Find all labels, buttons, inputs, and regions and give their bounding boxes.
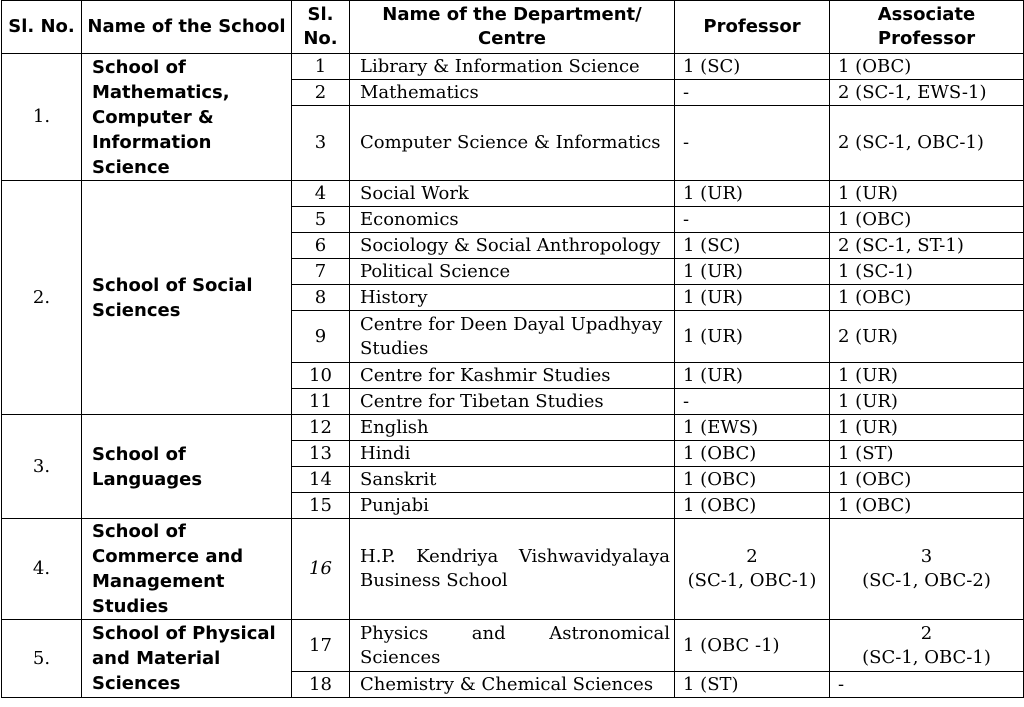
associate-professor-posts: - <box>830 672 1024 698</box>
header-professor: Professor <box>675 1 830 54</box>
header-row <box>2 1 1024 54</box>
dept-name: Computer Science & Informatics <box>350 106 675 181</box>
dept-sl-no: 14 <box>292 467 350 493</box>
school-name: School of Physical and Material Sciences <box>82 620 292 698</box>
professor-posts: 1 (EWS) <box>675 415 830 441</box>
associate-professor-posts: 1 (OBC) <box>830 207 1024 233</box>
dept-sl-no: 16 <box>292 519 350 620</box>
associate-professor-posts: 1 (OBC) <box>830 493 1024 519</box>
dept-name: Economics <box>350 207 675 233</box>
dept-sl-no: 9 <box>292 311 350 363</box>
dept-name: Sanskrit <box>350 467 675 493</box>
associate-professor-posts: 1 (UR) <box>830 389 1024 415</box>
dept-name: Hindi <box>350 441 675 467</box>
professor-posts: - <box>675 207 830 233</box>
header-school-name: Name of the School <box>82 1 292 54</box>
professor-posts: - <box>675 389 830 415</box>
dept-sl-no: 10 <box>292 363 350 389</box>
associate-professor-posts: 1 (ST) <box>830 441 1024 467</box>
professor-posts: 1 (OBC) <box>675 467 830 493</box>
header-associate-professor: Associate Professor <box>830 1 1024 54</box>
associate-professor-posts: 3 (SC-1, OBC-2) <box>830 519 1024 620</box>
associate-professor-posts: 2 (SC-1, ST-1) <box>830 233 1024 259</box>
dept-sl-no: 1 <box>292 54 350 80</box>
professor-posts: 1 (UR) <box>675 181 830 207</box>
dept-sl-no: 12 <box>292 415 350 441</box>
dept-name: Library & Information Science <box>350 54 675 80</box>
table-row <box>2 54 1024 80</box>
table-row <box>2 415 1024 441</box>
associate-professor-posts: 1 (OBC) <box>830 54 1024 80</box>
school-sl-no: 2. <box>2 181 82 415</box>
dept-sl-no: 2 <box>292 80 350 106</box>
professor-posts: 2 (SC-1, OBC-1) <box>675 519 830 620</box>
school-name: School of Mathematics, Computer & Information Science <box>82 54 292 181</box>
associate-professor-posts: 1 (UR) <box>830 415 1024 441</box>
dept-name-line: H.P. Kendriya Vishwavidyalaya <box>360 546 670 567</box>
header-department-name: Name of the Department/ Centre <box>350 1 675 54</box>
associate-professor-posts: 1 (OBC) <box>830 285 1024 311</box>
dept-name: Social Work <box>350 181 675 207</box>
associate-professor-posts: 2 (SC-1, EWS-1) <box>830 80 1024 106</box>
dept-sl-no: 3 <box>292 106 350 181</box>
dept-name: English <box>350 415 675 441</box>
dept-name: History <box>350 285 675 311</box>
associate-professor-posts: 1 (OBC) <box>830 467 1024 493</box>
dept-sl-no: 15 <box>292 493 350 519</box>
associate-professor-posts: 2 (SC-1, OBC-1) <box>830 620 1024 672</box>
school-sl-no: 4. <box>2 519 82 620</box>
professor-posts: 1 (UR) <box>675 285 830 311</box>
dept-name-line: Physics and Astronomical <box>360 622 670 644</box>
associate-professor-posts: 1 (UR) <box>830 181 1024 207</box>
school-name: School of Social Sciences <box>82 181 292 415</box>
professor-posts: 1 (ST) <box>675 672 830 698</box>
school-sl-no: 3. <box>2 415 82 519</box>
associate-professor-posts: 1 (UR) <box>830 363 1024 389</box>
professor-posts: 1 (OBC) <box>675 441 830 467</box>
professor-posts: 1 (OBC) <box>675 493 830 519</box>
dept-name: Chemistry & Chemical Sciences <box>350 672 675 698</box>
dept-name: Centre for Deen Dayal Upadhyay Studies <box>350 311 675 363</box>
dept-name: Political Science <box>350 259 675 285</box>
school-sl-no: 1. <box>2 54 82 181</box>
dept-name: Punjabi <box>350 493 675 519</box>
dept-sl-no: 4 <box>292 181 350 207</box>
dept-name: Centre for Kashmir Studies <box>350 363 675 389</box>
dept-sl-no: 6 <box>292 233 350 259</box>
dept-sl-no: 7 <box>292 259 350 285</box>
header-sl-no: Sl. No. <box>2 1 82 54</box>
dept-sl-no: 11 <box>292 389 350 415</box>
table-row <box>2 181 1024 207</box>
associate-professor-posts: 2 (UR) <box>830 311 1024 363</box>
professor-posts: 1 (OBC -1) <box>675 620 830 672</box>
school-sl-no: 5. <box>2 620 82 698</box>
dept-name: Centre for Tibetan Studies <box>350 389 675 415</box>
dept-name: Physics and Astronomical Sciences <box>350 620 675 672</box>
table-row <box>2 519 1024 620</box>
table-row <box>2 620 1024 672</box>
faculty-vacancy-table <box>1 0 1024 698</box>
school-name: School of Commerce and Management Studies <box>82 519 292 620</box>
professor-posts: 1 (UR) <box>675 363 830 389</box>
dept-name: H.P. Kendriya Vishwavidyalaya Business School <box>350 519 675 620</box>
professor-posts: 1 (SC) <box>675 233 830 259</box>
dept-name: Sociology & Social Anthropology <box>350 233 675 259</box>
dept-sl-no: 17 <box>292 620 350 672</box>
professor-posts: - <box>675 106 830 181</box>
dept-sl-no: 13 <box>292 441 350 467</box>
professor-posts: 1 (UR) <box>675 259 830 285</box>
professor-posts: 1 (UR) <box>675 311 830 363</box>
dept-sl-no: 5 <box>292 207 350 233</box>
dept-sl-no: 8 <box>292 285 350 311</box>
dept-name: Mathematics <box>350 80 675 106</box>
associate-professor-posts: 2 (SC-1, OBC-1) <box>830 106 1024 181</box>
school-name: School of Languages <box>82 415 292 519</box>
associate-professor-posts: 1 (SC-1) <box>830 259 1024 285</box>
dept-sl-no: 18 <box>292 672 350 698</box>
professor-posts: 1 (SC) <box>675 54 830 80</box>
header-dept-sl-no: Sl. No. <box>292 1 350 54</box>
professor-posts: - <box>675 80 830 106</box>
